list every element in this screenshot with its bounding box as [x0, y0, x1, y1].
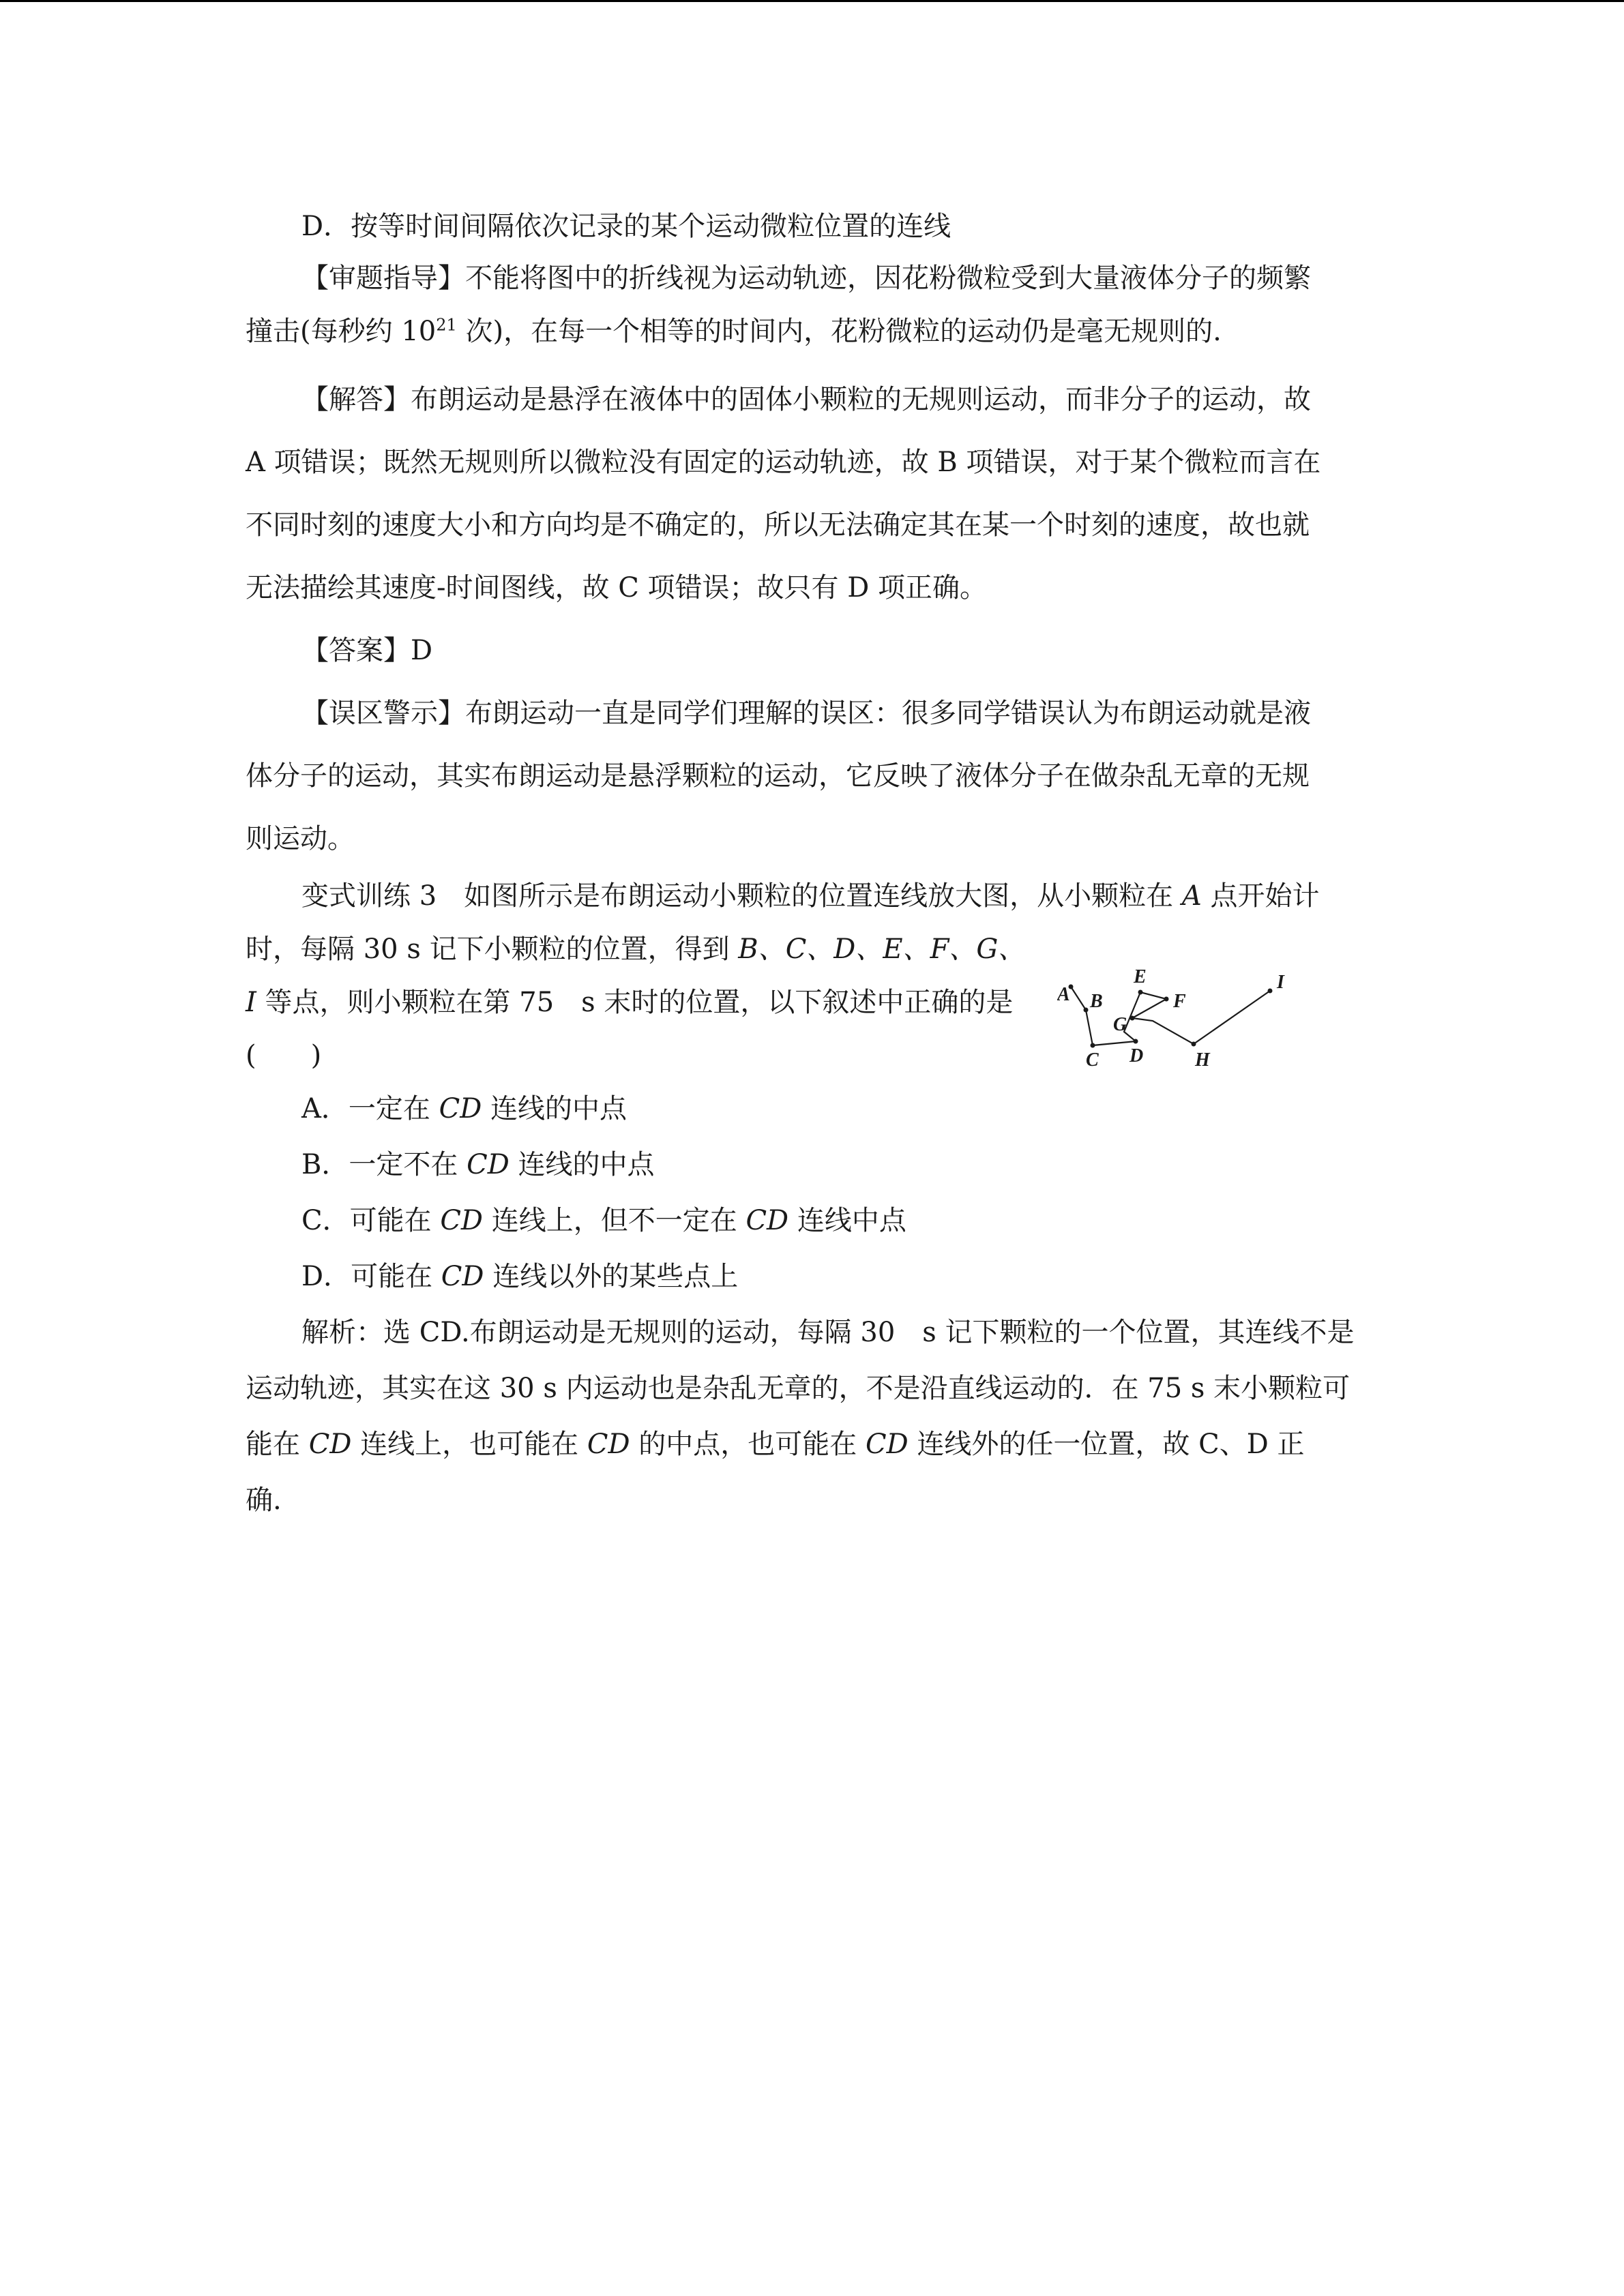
- analysis-line1: 解析：选 CD.布朗运动是无规则的运动，每隔 30 s 记下颗粒的一个位置，其连线不是: [301, 1317, 1355, 1348]
- answer-value: D: [411, 635, 433, 666]
- exercise-line3: I 等点，则小颗粒在第 75 s 末时的位置，以下叙述中正确的是: [246, 987, 1014, 1018]
- point-e: [1138, 990, 1143, 995]
- solution-paragraph-line3: 不同时刻的速度大小和方向均是不确定的，所以无法确定其在某一个时刻的速度，故也就: [246, 509, 1310, 541]
- point-h: [1192, 1042, 1196, 1047]
- point-g: [1130, 1016, 1135, 1021]
- solution-paragraph-line4: 无法描绘其速度-时间图线，故 C 项错误；故只有 D 项正确。: [246, 572, 988, 603]
- option-d: D．可能在 CD 连线以外的某些点上: [301, 1261, 739, 1292]
- label-d: D: [1130, 1045, 1144, 1067]
- guide-paragraph-line1: 【审题指导】不能将图中的折线视为运动轨迹，因花粉微粒受到大量液体分子的频繁: [301, 263, 1311, 294]
- warning-paragraph-line1: 【误区警示】布朗运动一直是同学们理解的误区：很多同学错误认为布朗运动就是液: [301, 698, 1311, 729]
- warning-paragraph-line2: 体分子的运动，其实布朗运动是悬浮颗粒的运动，它反映了液体分子在做杂乱无章的无规: [246, 760, 1310, 792]
- point-c: [1091, 1043, 1095, 1048]
- label-a: A: [1057, 984, 1070, 1005]
- option-a: A．一定在 CD 连线的中点: [301, 1093, 628, 1124]
- label-f: F: [1173, 991, 1186, 1012]
- answer-line: [301, 634, 432, 667]
- previous-option-d: D．按等时间间隔依次记录的某个运动微粒位置的连线: [301, 211, 951, 242]
- label-g: G: [1113, 1014, 1127, 1035]
- solution-label: 【解答】: [301, 384, 411, 415]
- option-b: B．一定不在 CD 连线的中点: [301, 1149, 655, 1180]
- warning-paragraph-line3: 则运动。: [246, 823, 355, 854]
- guide-paragraph-line2: 撞击(每秒约 $10^{21}$ 次)，在每一个相等的时间内，花粉微粒的运动仍是毫无规则的.: [246, 315, 1222, 347]
- label-e: E: [1134, 966, 1147, 987]
- exercise-line1: 变式训练 3 如图所示是布朗运动小颗粒的位置连线放大图，从小颗粒在 A 点开始计: [301, 880, 1320, 912]
- exponent: 21: [436, 315, 457, 335]
- label-h: H: [1195, 1049, 1210, 1071]
- label-i: I: [1277, 972, 1284, 993]
- exercise-answer-bracket: ( ): [246, 1040, 322, 1071]
- guide-label: 【审题指导】: [301, 263, 465, 294]
- solution-paragraph-line2: A 项错误；既然无规则所以微粒没有固定的运动轨迹，故 B 项错误，对于某个微粒而言在: [246, 447, 1321, 478]
- warning-label: 【误区警示】: [301, 698, 465, 729]
- label-b: B: [1090, 991, 1103, 1012]
- point-f: [1164, 997, 1169, 1002]
- point-i: [1268, 989, 1273, 994]
- label-c: C: [1086, 1049, 1099, 1071]
- solution-paragraph-line1: 【解答】布朗运动是悬浮在液体中的固体小颗粒的无规则运动，而非分子的运动，故: [301, 384, 1311, 415]
- point-b: [1084, 1008, 1089, 1013]
- analysis-line2: 运动轨迹，其实在这 30 s 内运动也是杂乱无章的，不是沿直线运动的．在 75 s 末小颗粒可: [246, 1373, 1350, 1404]
- exercise-line2: 时，每隔 30 s 记下小颗粒的位置，得到 B、C、D、E、F、G、: [246, 934, 1026, 965]
- brownian-motion-figure: [1057, 958, 1357, 1074]
- answer-label: 【答案】: [301, 635, 411, 666]
- analysis-line3: 能在 CD 连线上，也可能在 CD 的中点，也可能在 CD 连线外的任一位置，故 C、D 正: [246, 1429, 1305, 1460]
- option-c: C．可能在 CD 连线上，但不一定在 CD 连线中点: [301, 1205, 906, 1236]
- point-d: [1134, 1039, 1138, 1044]
- analysis-line4: 确.: [246, 1485, 282, 1516]
- page-top-border: [0, 0, 1624, 2]
